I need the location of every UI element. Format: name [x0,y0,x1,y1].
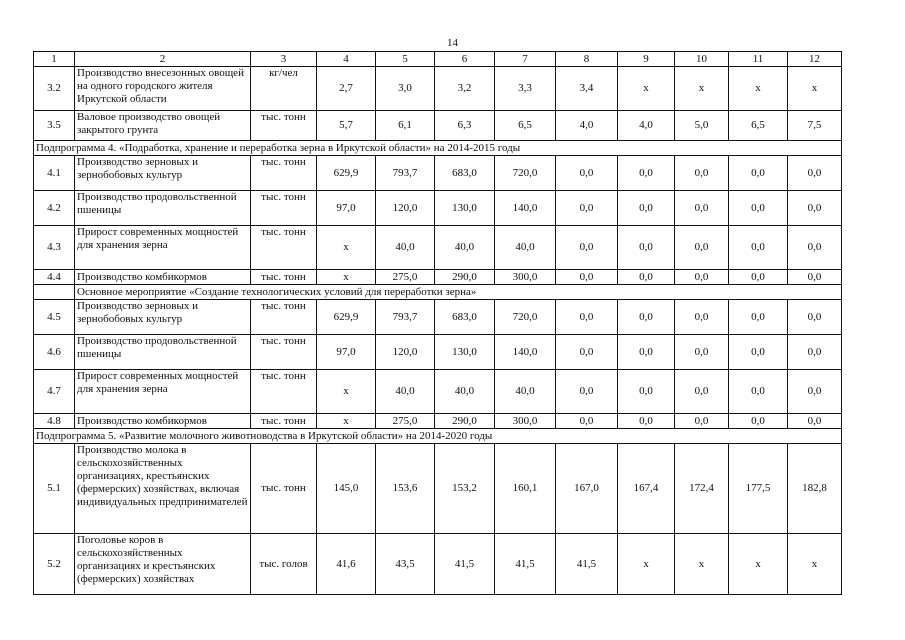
value-cell: 300,0 [495,270,556,285]
row-number: 4.8 [34,414,75,429]
value-cell: 97,0 [317,335,376,370]
value-cell: 0,0 [788,300,842,335]
column-number: 2 [75,52,251,67]
row-number: 5.2 [34,534,75,595]
value-cell: х [675,67,729,111]
column-number: 9 [618,52,675,67]
value-cell: 300,0 [495,414,556,429]
value-cell: 0,0 [675,335,729,370]
value-cell: 145,0 [317,444,376,534]
value-cell: 0,0 [729,370,788,414]
indicator-name: Валовое производство овощей закрытого грунта [75,111,251,141]
indicator-name: Прирост современных мощностей для хранения зерна [75,226,251,270]
value-cell: 0,0 [729,226,788,270]
column-number: 6 [435,52,495,67]
column-number: 1 [34,52,75,67]
value-cell: 0,0 [675,156,729,191]
value-cell: 40,0 [376,226,435,270]
indicator-name: Производство зерновых и зернобобовых культур [75,156,251,191]
value-cell: 3,3 [495,67,556,111]
row-number: 4.5 [34,300,75,335]
value-cell: 40,0 [376,370,435,414]
value-cell: 0,0 [618,300,675,335]
table-row [34,414,842,429]
value-cell: 130,0 [435,335,495,370]
value-cell: 793,7 [376,156,435,191]
table-row [34,67,842,111]
value-cell: 0,0 [618,414,675,429]
indicator-name: Производство внесезонных овощей на одного городского жителя Иркутской области [75,67,251,111]
indicator-name: Производство зерновых и зернобобовых культур [75,300,251,335]
value-cell: 0,0 [556,156,618,191]
indicator-name: Производство комбикормов [75,270,251,285]
value-cell: 41,5 [435,534,495,595]
value-cell: 0,0 [788,191,842,226]
value-cell: 275,0 [376,414,435,429]
column-number: 3 [251,52,317,67]
table-row [34,270,842,285]
unit-cell: тыс. тонн [251,111,317,141]
value-cell: 182,8 [788,444,842,534]
value-cell: 120,0 [376,335,435,370]
indicator-name: Производство продовольственной пшеницы [75,335,251,370]
value-cell: 0,0 [556,414,618,429]
unit-cell: тыс. тонн [251,300,317,335]
value-cell: 40,0 [435,370,495,414]
value-cell: х [618,67,675,111]
column-number: 5 [376,52,435,67]
unit-cell: тыс. тонн [251,156,317,191]
value-cell: 793,7 [376,300,435,335]
table-row [34,226,842,270]
table-row [34,335,842,370]
value-cell: 0,0 [729,191,788,226]
value-cell: 0,0 [556,226,618,270]
value-cell: 41,6 [317,534,376,595]
value-cell: 4,0 [556,111,618,141]
value-cell: 0,0 [788,335,842,370]
value-cell: 40,0 [495,370,556,414]
unit-cell: тыс. тонн [251,444,317,534]
value-cell: 0,0 [788,226,842,270]
value-cell: 0,0 [618,191,675,226]
value-cell: 140,0 [495,191,556,226]
value-cell: 97,0 [317,191,376,226]
value-cell: 0,0 [729,335,788,370]
value-cell: х [618,534,675,595]
indicator-name: Производство продовольственной пшеницы [75,191,251,226]
row-number: 4.4 [34,270,75,285]
value-cell: 153,2 [435,444,495,534]
value-cell: 0,0 [675,270,729,285]
value-cell: 720,0 [495,156,556,191]
value-cell: 3,0 [376,67,435,111]
table-row [34,111,842,141]
unit-cell: кг/чел [251,67,317,111]
value-cell: 130,0 [435,191,495,226]
column-number: 10 [675,52,729,67]
value-cell: 172,4 [675,444,729,534]
activity-heading-row [34,285,842,300]
row-number: 4.7 [34,370,75,414]
value-cell: 0,0 [729,156,788,191]
value-cell: 683,0 [435,156,495,191]
activity-heading: Основное мероприятие «Создание технологических условий для переработки зерна» [75,285,842,300]
indicator-name: Прирост современных мощностей для хранения зерна [75,370,251,414]
indicators-table [33,51,842,595]
table-body [34,52,842,595]
value-cell: 275,0 [376,270,435,285]
table-row [34,156,842,191]
indicator-name: Поголовье коров в сельскохозяйственных организациях и крестьянских (фермерских) хозяйствах [75,534,251,595]
indicator-name: Производство комбикормов [75,414,251,429]
unit-cell: тыс. тонн [251,191,317,226]
unit-cell: тыс. тонн [251,270,317,285]
row-number: 4.1 [34,156,75,191]
empty-cell [34,285,75,300]
value-cell: 7,5 [788,111,842,141]
value-cell: 0,0 [675,370,729,414]
column-number: 8 [556,52,618,67]
value-cell: 0,0 [618,270,675,285]
row-number: 4.6 [34,335,75,370]
table-row [34,191,842,226]
value-cell: 3,2 [435,67,495,111]
unit-cell: тыс. тонн [251,370,317,414]
value-cell: 5,0 [675,111,729,141]
table-row [34,534,842,595]
value-cell: 6,5 [729,111,788,141]
value-cell: 41,5 [495,534,556,595]
value-cell: 629,9 [317,300,376,335]
value-cell: х [317,370,376,414]
table-row [34,300,842,335]
value-cell: 167,4 [618,444,675,534]
value-cell: х [317,270,376,285]
value-cell: 0,0 [788,270,842,285]
indicator-name: Производство молока в сельскохозяйственных организациях, крестьянских (фермерских) хозяйствах, включая индивидуальных предпринимателей [75,444,251,534]
row-number: 5.1 [34,444,75,534]
value-cell: х [788,67,842,111]
value-cell: 177,5 [729,444,788,534]
column-number: 12 [788,52,842,67]
value-cell: 3,4 [556,67,618,111]
value-cell: х [317,226,376,270]
value-cell: х [317,414,376,429]
value-cell: 0,0 [675,414,729,429]
row-number: 4.3 [34,226,75,270]
value-cell: 140,0 [495,335,556,370]
subprogram-heading-row [34,429,842,444]
value-cell: 0,0 [788,414,842,429]
column-number-row [34,52,842,67]
value-cell: 0,0 [556,335,618,370]
value-cell: 167,0 [556,444,618,534]
value-cell: 0,0 [675,300,729,335]
column-number: 7 [495,52,556,67]
value-cell: 0,0 [675,191,729,226]
value-cell: 0,0 [618,226,675,270]
value-cell: 2,7 [317,67,376,111]
value-cell: 0,0 [556,300,618,335]
row-number: 4.2 [34,191,75,226]
value-cell: 5,7 [317,111,376,141]
value-cell: 41,5 [556,534,618,595]
value-cell: х [729,67,788,111]
subprogram-heading: Подпрограмма 5. «Развитие молочного животноводства в Иркутской области» на 2014-2020 годы [34,429,842,444]
row-number: 3.2 [34,67,75,111]
column-number: 4 [317,52,376,67]
value-cell: 0,0 [729,300,788,335]
column-number: 11 [729,52,788,67]
value-cell: 4,0 [618,111,675,141]
value-cell: 0,0 [729,414,788,429]
value-cell: 6,1 [376,111,435,141]
value-cell: 290,0 [435,270,495,285]
value-cell: 40,0 [495,226,556,270]
unit-cell: тыс. тонн [251,335,317,370]
unit-cell: тыс. тонн [251,226,317,270]
value-cell: 0,0 [556,370,618,414]
value-cell: 290,0 [435,414,495,429]
value-cell: 0,0 [788,156,842,191]
value-cell: 0,0 [618,335,675,370]
table-row [34,370,842,414]
value-cell: 0,0 [618,370,675,414]
table-row [34,444,842,534]
value-cell: 0,0 [729,270,788,285]
unit-cell: тыс. голов [251,534,317,595]
subprogram-heading: Подпрограмма 4. «Подработка, хранение и переработка зерна в Иркутской области» на 2014-2015 годы [34,141,842,156]
value-cell: 0,0 [618,156,675,191]
row-number: 3.5 [34,111,75,141]
value-cell: 0,0 [675,226,729,270]
value-cell: 720,0 [495,300,556,335]
value-cell: 153,6 [376,444,435,534]
value-cell: 0,0 [556,191,618,226]
value-cell: х [675,534,729,595]
page-number: 14 [447,37,458,49]
value-cell: 160,1 [495,444,556,534]
value-cell: 683,0 [435,300,495,335]
value-cell: 6,3 [435,111,495,141]
value-cell: 629,9 [317,156,376,191]
value-cell: 6,5 [495,111,556,141]
value-cell: 0,0 [556,270,618,285]
value-cell: х [729,534,788,595]
value-cell: 43,5 [376,534,435,595]
value-cell: 40,0 [435,226,495,270]
subprogram-heading-row [34,141,842,156]
unit-cell: тыс. тонн [251,414,317,429]
value-cell: х [788,534,842,595]
value-cell: 120,0 [376,191,435,226]
value-cell: 0,0 [788,370,842,414]
